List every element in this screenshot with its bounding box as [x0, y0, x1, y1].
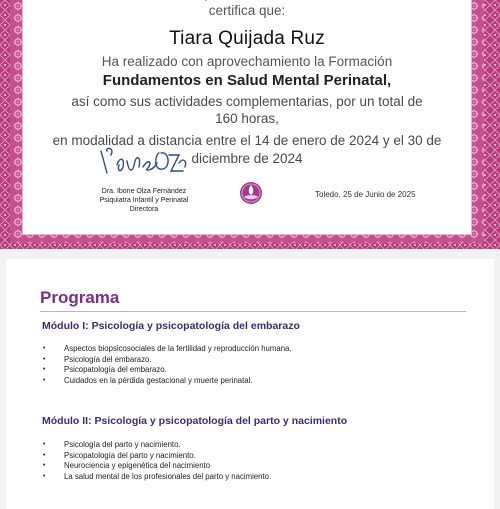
- bullet-icon: •: [43, 376, 46, 384]
- list-item: [40, 461, 271, 472]
- list-item-text: Psicopatología del parto y nacimiento.: [64, 450, 196, 460]
- list-item: [40, 440, 271, 451]
- place-date: Toledo, 25 de Junio de 2025: [315, 190, 416, 199]
- module-2-title: Módulo II: Psicología y psicopatología del parto y nacimiento: [42, 415, 348, 427]
- title-divider: [40, 311, 466, 312]
- signer-block: [73, 187, 215, 214]
- list-item: [40, 344, 292, 355]
- list-item-text: Cuidados en la pérdida gestacional y muerte perinatal.: [64, 375, 253, 385]
- list-item: [40, 355, 292, 366]
- list-item-text: Psicología del embarazo.: [64, 354, 152, 364]
- program-title: Programa: [40, 288, 120, 307]
- bullet-icon: •: [43, 472, 46, 480]
- course-title: Fundamentos en Salud Mental Perinatal,: [102, 72, 392, 89]
- bullet-icon: •: [43, 366, 46, 373]
- recipient-name: Tiara Quijada Ruz: [169, 28, 325, 49]
- list-item: [40, 472, 271, 483]
- signer-role: Directora: [129, 206, 159, 213]
- certificate-certifies: certifica que:: [208, 3, 286, 18]
- certificate: [0, 0, 500, 249]
- module-1-list: [40, 344, 292, 386]
- list-item-text: Aspectos biopsicosociales de la fertilidad y reproducción humana.: [64, 344, 292, 353]
- list-item: [40, 451, 271, 462]
- course-hours: 160 horas,: [215, 111, 279, 126]
- certificate-intro: [23, 0, 471, 1]
- program-page: [6, 259, 494, 509]
- activities-statement: así como sus actividades complementarias, por un total de: [71, 94, 423, 109]
- course-dates-line2: diciembre de 2024: [191, 151, 303, 166]
- course-dates-line1: en modalidad a distancia entre el 14 de enero de 2024 y el 30 de: [52, 133, 442, 148]
- module-1-title: Módulo I: Psicología y psicopatología del embarazo: [42, 320, 300, 332]
- signer-name: Dra. Ibone Olza Fernández: [101, 188, 187, 195]
- completion-statement: Ha realizado con aprovechamiento la Formación: [101, 54, 393, 69]
- handwritten-signature: [93, 143, 193, 183]
- list-item-text: Neurociencia y epigenética del nacimiento: [64, 461, 211, 470]
- list-item-text: Psicología del parto y nacimiento.: [64, 440, 181, 449]
- institute-logo-icon: [239, 181, 263, 205]
- list-item-text: La salud mental de los profesionales del parto y nacimiento.: [64, 471, 272, 481]
- bullet-icon: •: [43, 441, 46, 448]
- certificate-body: [22, 0, 472, 235]
- bullet-icon: •: [43, 345, 46, 352]
- module-2-list: [40, 440, 271, 482]
- signer-title: Psiquiatra Infantil y Perinatal: [99, 197, 189, 204]
- bullet-icon: •: [43, 451, 46, 459]
- list-item: [40, 365, 292, 376]
- list-item-text: Psicopatología del embarazo.: [64, 365, 167, 374]
- list-item: [40, 376, 292, 387]
- bullet-icon: •: [43, 355, 46, 363]
- bullet-icon: •: [43, 462, 46, 469]
